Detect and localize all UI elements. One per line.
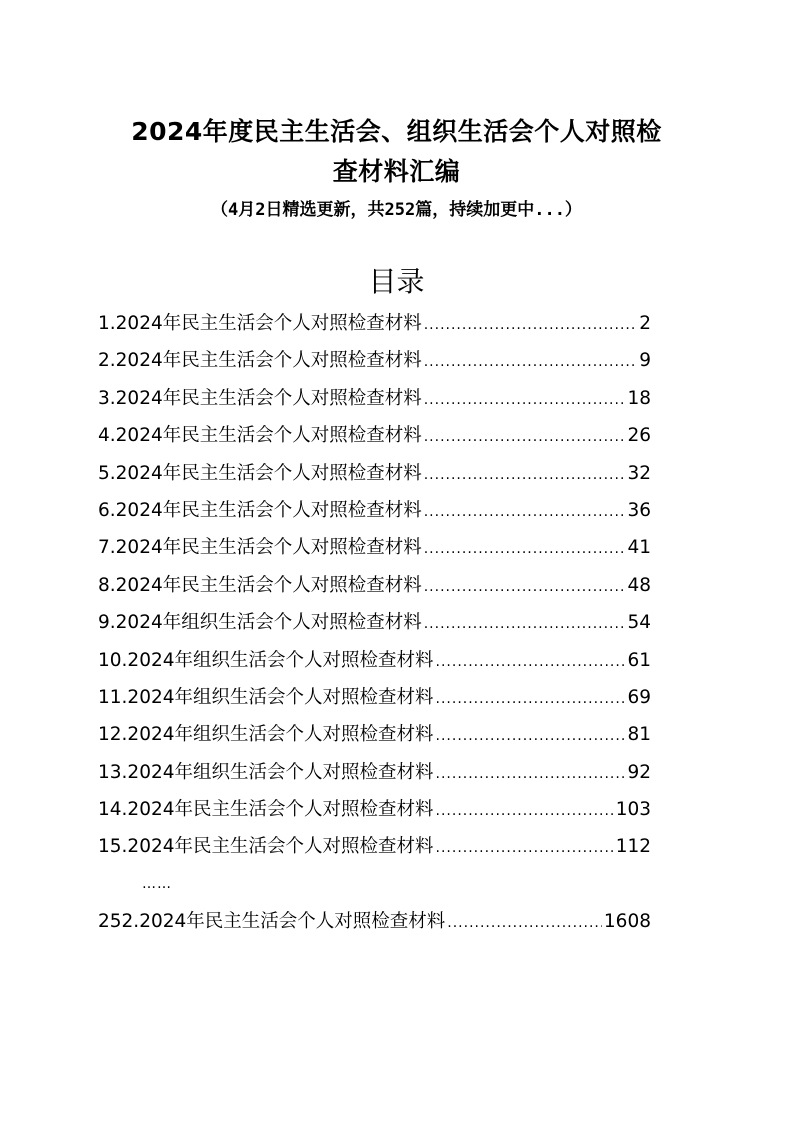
toc-dot-leader [424,344,637,381]
toc-entry[interactable] [98,342,651,379]
toc-entry[interactable] [98,529,651,566]
toc-entry-page: 18 [627,387,651,409]
toc-dot-leader [436,718,626,755]
toc-entry-page: 81 [627,724,651,746]
toc-dot-leader [436,793,614,830]
toc-entry[interactable] [98,716,651,753]
toc-entry[interactable] [98,567,651,604]
toc-entry-title: 9.2024年组织生活会个人对照检查材料 [98,612,422,634]
toc-entry-page: 103 [615,799,651,821]
toc-omitted-entries: …… [142,875,172,892]
table-of-contents [98,305,651,941]
toc-entry[interactable] [98,492,651,529]
toc-entry-title: 3.2024年民主生活会个人对照检查材料 [98,387,422,409]
update-note: （4月2日精选更新，共252篇，持续加更中...） [211,200,582,220]
toc-entry[interactable] [98,679,651,716]
toc-entry[interactable] [98,305,651,342]
document-title [60,112,733,192]
toc-entry-title: 15.2024年民主生活会个人对照检查材料 [98,836,434,858]
toc-dot-leader [424,606,626,643]
toc-entry[interactable] [98,791,651,828]
toc-entry[interactable] [98,604,651,641]
toc-entry-page: 32 [627,462,651,484]
toc-entry[interactable] [98,380,651,417]
toc-entry-page: 36 [627,499,651,521]
title-line-2: 查材料汇编 [332,157,461,186]
toc-entry-page: 26 [627,425,651,447]
toc-entry-title: 14.2024年民主生活会个人对照检查材料 [98,799,434,821]
toc-entry-title: 10.2024年组织生活会个人对照检查材料 [98,649,434,671]
toc-dot-leader [424,307,637,344]
toc-dot-leader [424,494,626,531]
toc-dot-leader [436,756,626,793]
toc-entry-last[interactable] [98,903,651,940]
toc-entry-page: 1608 [603,911,651,933]
toc-entry-title: 13.2024年组织生活会个人对照检查材料 [98,761,434,783]
toc-dot-leader [436,681,626,718]
toc-dot-leader [447,905,602,942]
toc-dot-leader [424,419,626,456]
toc-heading: 目录 [368,265,425,298]
toc-entry[interactable] [98,455,651,492]
toc-dot-leader [436,830,614,867]
toc-entry-page: 54 [627,612,651,634]
toc-entry-title: 11.2024年组织生活会个人对照检查材料 [98,686,434,708]
toc-entry-title: 12.2024年组织生活会个人对照检查材料 [98,724,434,746]
toc-entry-page: 2 [639,313,651,334]
toc-entry-title: 4.2024年民主生活会个人对照检查材料 [98,425,422,447]
toc-entry-title: 1.2024年民主生活会个人对照检查材料 [98,313,422,334]
toc-entry-title: 6.2024年民主生活会个人对照检查材料 [98,499,422,521]
toc-entry-page: 48 [627,574,651,596]
toc-entry[interactable] [98,754,651,791]
toc-entry-title: 252.2024年民主生活会个人对照检查材料 [98,911,446,933]
toc-dot-leader [424,531,626,568]
toc-dot-leader [436,644,626,681]
toc-entry-title: 7.2024年民主生活会个人对照检查材料 [98,537,422,559]
toc-entry-page: 69 [627,686,651,708]
title-line-1: 2024年度民主生活会、组织生活会个人对照检 [131,117,662,146]
toc-entry-page: 61 [627,649,651,671]
toc-entry[interactable] [98,417,651,454]
toc-entry-page: 41 [627,537,651,559]
toc-entry-title: 5.2024年民主生活会个人对照检查材料 [98,462,422,484]
toc-dot-leader [424,457,626,494]
toc-entry-title: 8.2024年民主生活会个人对照检查材料 [98,574,422,596]
toc-entry-page: 9 [639,350,651,372]
toc-entry-title: 2.2024年民主生活会个人对照检查材料 [98,350,422,372]
toc-entry[interactable] [98,828,651,865]
toc-dot-leader [424,382,626,419]
toc-dot-leader [424,569,626,606]
toc-entry-page: 92 [627,761,651,783]
toc-entry-page: 112 [615,836,651,858]
toc-entry[interactable] [98,642,651,679]
